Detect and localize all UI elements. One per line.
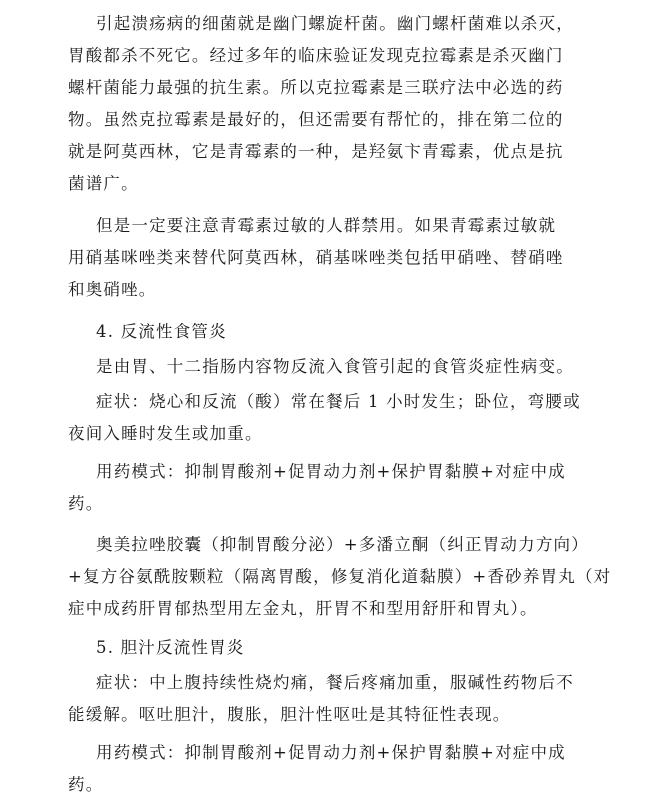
paragraph-line: 菌谱广。 (68, 174, 139, 193)
paragraph-line: 用药模式：抑制胃酸剂+促胃动力剂+保护胃黏膜+对症中成 (96, 743, 566, 762)
paragraph-line: 夜间入睡时发生或加重。 (68, 424, 263, 443)
paragraph-line: 就是阿莫西林，它是青霉素的一种，是羟氨卞青霉素，优点是抗 (68, 142, 564, 161)
paragraph-line: 药。 (68, 775, 104, 794)
paragraph-line: 药。 (68, 494, 104, 513)
paragraph-line: 用药模式：抑制胃酸剂+促胃动力剂+保护胃黏膜+对症中成 (96, 462, 566, 481)
paragraph-line: 胃酸都杀不死它。经过多年的临床验证发现克拉霉素是杀灭幽门 (68, 46, 564, 65)
paragraph-line: 症状：烧心和反流（酸）常在餐后 1 小时发生；卧位，弯腰或 (96, 392, 581, 411)
paragraph-line: 用硝基咪唑类来替代阿莫西林，硝基咪唑类包括甲硝唑、替硝唑 (68, 248, 564, 267)
paragraph-line: 症中成药肝胃郁热型用左金丸，肝胃不和型用舒肝和胃丸）。 (68, 599, 538, 618)
paragraph-line: 能缓解。呕吐胆汁，腹胀，胆汁性呕吐是其特征性表现。 (68, 705, 511, 724)
paragraph-line: 物。虽然克拉霉素是最好的，但还需要有帮忙的，排在第二位的 (68, 110, 564, 129)
paragraph-line: 和奥硝唑。 (68, 280, 157, 299)
section-heading: 4. 反流性食管炎 (96, 322, 227, 341)
paragraph-line: 是由胃、十二指肠内容物反流入食管引起的食管炎症性病变。 (96, 357, 574, 376)
paragraph-line: 螺杆菌能力最强的抗生素。所以克拉霉素是三联疗法中必选的药 (68, 78, 564, 97)
paragraph-line: 症状：中上腹持续性烧灼痛，餐后疼痛加重，服碱性药物后不 (96, 673, 574, 692)
paragraph-line: 引起溃疡病的细菌就是幽门螺旋杆菌。幽门螺杆菌难以杀灭， (96, 14, 574, 33)
paragraph-line: +复方谷氨酰胺颗粒（隔离胃酸，修复消化道黏膜）+香砂养胃丸（对 (68, 567, 612, 586)
section-heading: 5. 胆汁反流性胃炎 (96, 638, 245, 657)
paragraph-line: 但是一定要注意青霉素过敏的人群禁用。如果青霉素过敏就 (96, 216, 557, 235)
paragraph-line: 奥美拉唑胶囊（抑制胃酸分泌）+多潘立酮（纠正胃动力方向） (96, 535, 589, 554)
